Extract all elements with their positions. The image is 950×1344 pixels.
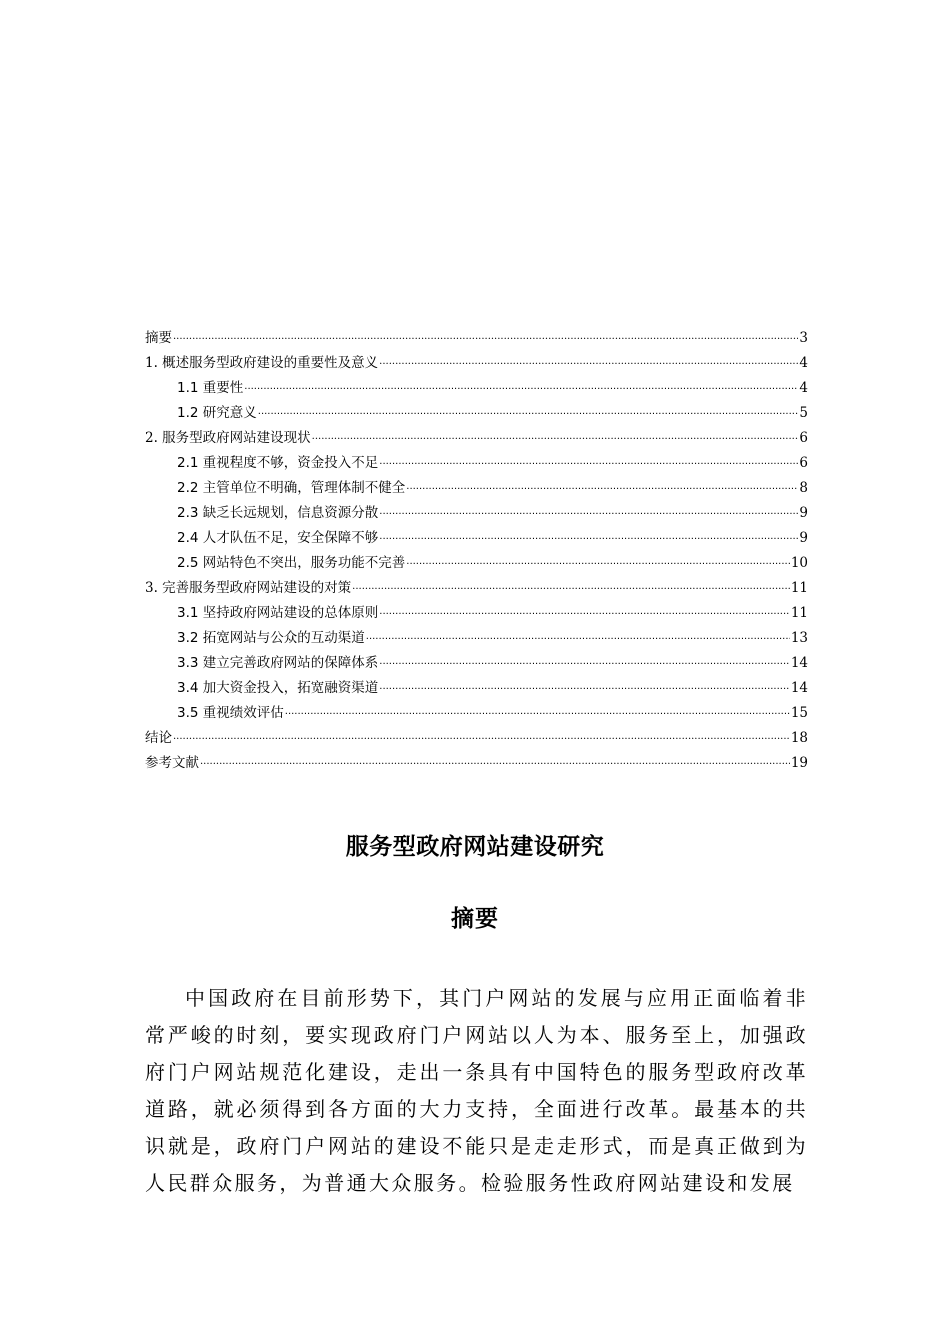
toc-entry-page-number: 3 — [799, 330, 808, 346]
toc-leader-dots — [244, 373, 798, 399]
toc-entry-label: 2.2 主管单位不明确，管理体制不健全 — [177, 480, 406, 496]
toc-entry-label: 2. 服务型政府网站建设现状 — [145, 430, 311, 446]
toc-entry-page-number: 8 — [799, 480, 808, 496]
toc-entry-label: 1.2 研究意义 — [177, 405, 257, 421]
toc-entry-page-number: 13 — [790, 630, 808, 646]
toc-leader-dots — [379, 648, 790, 674]
toc-entry-page-number: 14 — [790, 655, 808, 671]
toc-leader-dots — [406, 548, 790, 574]
toc-entry-label: 3.5 重视绩效评估 — [177, 705, 284, 721]
toc-entry-label: 1.1 重要性 — [177, 380, 244, 396]
toc-leader-dots — [173, 723, 790, 749]
toc-leader-dots — [173, 323, 798, 349]
toc-entry-label: 参考文献 — [145, 755, 199, 771]
toc-leader-dots — [200, 748, 790, 774]
toc-leader-dots — [379, 498, 798, 524]
toc-entry-label: 2.4 人才队伍不足，安全保障不够 — [177, 530, 379, 546]
toc-entry-label: 2.5 网站特色不突出，服务功能不完善 — [177, 555, 406, 571]
table-of-contents — [145, 326, 808, 776]
toc-leader-dots — [379, 448, 798, 474]
toc-leader-dots — [258, 398, 799, 424]
toc-entry-label: 3.2 拓宽网站与公众的互动渠道 — [177, 630, 365, 646]
toc-entry-label: 3.3 建立完善政府网站的保障体系 — [177, 655, 379, 671]
toc-entry-page-number: 11 — [790, 580, 808, 596]
toc-entry-page-number: 11 — [790, 605, 808, 621]
toc-leader-dots — [352, 573, 790, 599]
toc-entry-page-number: 9 — [799, 530, 808, 546]
toc-leader-dots — [312, 423, 799, 449]
toc-entry-label: 3. 完善服务型政府网站建设的对策 — [145, 580, 352, 596]
toc-leader-dots — [379, 348, 798, 374]
abstract-heading: 摘要 — [451, 905, 499, 932]
toc-entry-page-number: 4 — [799, 355, 808, 371]
toc-entry-label: 摘要 — [145, 330, 172, 346]
toc-entry-page-number: 19 — [790, 755, 808, 771]
toc-entry-label: 3.4 加大资金投入，拓宽融资渠道 — [177, 680, 379, 696]
toc-leader-dots — [379, 598, 790, 624]
toc-entry-page-number: 6 — [799, 455, 808, 471]
toc-leader-dots — [406, 473, 798, 499]
toc-leader-dots — [379, 673, 790, 699]
toc-entry-label: 1. 概述服务型政府建设的重要性及意义 — [145, 355, 379, 371]
toc-leader-dots — [285, 698, 790, 724]
toc-entry[interactable] — [145, 751, 808, 776]
toc-entry-page-number: 14 — [790, 680, 808, 696]
toc-entry-page-number: 9 — [799, 505, 808, 521]
toc-entry-label: 结论 — [145, 730, 172, 746]
toc-entry-page-number: 18 — [790, 730, 808, 746]
toc-entry-page-number: 10 — [790, 555, 808, 571]
toc-entry-page-number: 5 — [799, 405, 808, 421]
abstract-body — [145, 980, 808, 1202]
document-title: 服务型政府网站建设研究 — [345, 833, 605, 860]
toc-leader-dots — [379, 523, 798, 549]
toc-entry-label: 3.1 坚持政府网站建设的总体原则 — [177, 605, 379, 621]
toc-leader-dots — [366, 623, 790, 649]
toc-entry-page-number: 4 — [799, 380, 808, 396]
toc-entry-label: 2.3 缺乏长远规划，信息资源分散 — [177, 505, 379, 521]
toc-entry-page-number: 15 — [790, 705, 808, 721]
abstract-paragraph: 中国政府在目前形势下，其门户网站的发展与应用正面临着非常严峻的时刻，要实现政府门户网站以人为本、服务至上，加强政府门户网站规范化建设，走出一条具有中国特色的服务型政府改革道路，就必须得到各方面的大力支持，全面进行改革。最基本的共识就是，政府门户网站的建设不能只是走走形式，而是真正做到为人民群众服务，为普通大众服务。检验服务性政府网站建设和发展 — [145, 986, 808, 1195]
toc-entry-label: 2.1 重视程度不够，资金投入不足 — [177, 455, 379, 471]
toc-entry-page-number: 6 — [799, 430, 808, 446]
